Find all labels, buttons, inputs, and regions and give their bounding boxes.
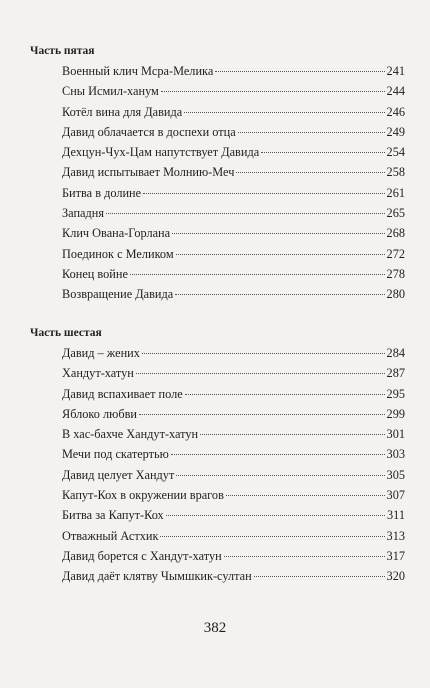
entry-page-number: 307 bbox=[386, 488, 405, 503]
toc-entries bbox=[30, 61, 405, 305]
toc-entries bbox=[30, 343, 405, 587]
toc-entry bbox=[62, 162, 405, 182]
entry-title: Отважный Астхик bbox=[62, 528, 159, 543]
dot-leader bbox=[142, 353, 385, 354]
dot-leader bbox=[261, 152, 384, 153]
dot-leader bbox=[200, 434, 384, 435]
entry-page-number: 313 bbox=[386, 528, 405, 543]
toc-entry bbox=[62, 264, 405, 284]
dot-leader bbox=[166, 515, 385, 516]
entry-page-number: 268 bbox=[386, 226, 405, 241]
dot-leader bbox=[160, 536, 384, 537]
entry-title: Давид даёт клятву Чымшкик-султан bbox=[62, 569, 252, 584]
dot-leader bbox=[171, 454, 385, 455]
entry-title: Возвращение Давида bbox=[62, 287, 174, 302]
entry-title: Поединок с Меликом bbox=[62, 246, 174, 261]
entry-title: Котёл вина для Давида bbox=[62, 104, 183, 119]
entry-title: Давид борется с Хандут-хатун bbox=[62, 548, 222, 563]
toc-entry bbox=[62, 81, 405, 101]
toc-entry bbox=[62, 244, 405, 264]
entry-title: Давид вспахивает поле bbox=[62, 386, 183, 401]
toc-entry bbox=[62, 284, 405, 304]
dot-leader bbox=[226, 495, 385, 496]
entry-title: Давид целует Хандут bbox=[62, 467, 175, 482]
toc-entry bbox=[62, 61, 405, 81]
toc-entry bbox=[62, 465, 405, 485]
dot-leader bbox=[136, 373, 385, 374]
dot-leader bbox=[172, 233, 384, 234]
dot-leader bbox=[130, 274, 385, 275]
dot-leader bbox=[185, 394, 385, 395]
entry-title: Яблоко любви bbox=[62, 406, 137, 421]
toc-section-part-five bbox=[30, 41, 405, 305]
entry-title: Хандут-хатун bbox=[62, 366, 134, 381]
toc-entry bbox=[62, 444, 405, 464]
entry-page-number: 278 bbox=[386, 266, 405, 281]
dot-leader bbox=[224, 556, 385, 557]
entry-page-number: 317 bbox=[386, 548, 405, 563]
toc-entry bbox=[62, 384, 405, 404]
dot-leader bbox=[215, 71, 384, 72]
toc-section-part-six bbox=[30, 323, 405, 587]
entry-page-number: 299 bbox=[386, 406, 405, 421]
entry-page-number: 261 bbox=[386, 185, 405, 200]
entry-page-number: 284 bbox=[386, 346, 405, 360]
toc-entry bbox=[62, 183, 405, 203]
toc-entry bbox=[62, 546, 405, 566]
entry-page-number: 305 bbox=[386, 467, 405, 482]
dot-leader bbox=[176, 254, 385, 255]
dot-leader bbox=[254, 576, 385, 577]
toc-entry bbox=[62, 363, 405, 383]
entry-page-number: 258 bbox=[386, 165, 405, 180]
dot-leader bbox=[139, 414, 385, 415]
entry-title: Западня bbox=[62, 206, 104, 221]
entry-page-number: 287 bbox=[386, 366, 405, 381]
entry-title: Конец войне bbox=[62, 266, 128, 281]
toc-entry bbox=[62, 203, 405, 223]
toc-entry bbox=[62, 566, 405, 586]
dot-leader bbox=[106, 213, 385, 214]
entry-page-number: 272 bbox=[386, 246, 405, 261]
entry-page-number: 295 bbox=[386, 386, 405, 401]
entry-title: Сны Исмил-ханум bbox=[62, 84, 159, 99]
toc-entry bbox=[62, 122, 405, 142]
entry-title: Давид – жених bbox=[62, 346, 140, 360]
entry-page-number: 246 bbox=[386, 104, 405, 119]
dot-leader bbox=[161, 91, 385, 92]
entry-page-number: 311 bbox=[387, 508, 405, 523]
dot-leader bbox=[238, 132, 385, 133]
section-title: Часть пятая bbox=[30, 45, 95, 57]
entry-title: В хас-бахче Хандут-хатун bbox=[62, 427, 199, 442]
toc-entry bbox=[62, 404, 405, 424]
entry-title: Мечи под скатертью bbox=[62, 447, 169, 462]
entry-title: Капут-Кох в окружении врагов bbox=[62, 488, 224, 503]
dot-leader bbox=[184, 112, 384, 113]
entry-title: Дехцун-Чух-Цам напутствует Давида bbox=[62, 145, 260, 160]
toc-entry bbox=[62, 142, 405, 162]
entry-page-number: 254 bbox=[386, 145, 405, 160]
page-number: 382 bbox=[203, 620, 227, 636]
toc-entry bbox=[62, 485, 405, 505]
entry-title: Военный клич Мсра-Мелика bbox=[62, 64, 214, 78]
dot-leader bbox=[143, 193, 384, 194]
toc-entry bbox=[62, 505, 405, 525]
entry-page-number: 320 bbox=[386, 569, 405, 584]
entry-page-number: 265 bbox=[386, 206, 405, 221]
entry-title: Битва за Капут-Кох bbox=[62, 508, 164, 523]
entry-title: Битва в долине bbox=[62, 185, 142, 200]
entry-page-number: 241 bbox=[386, 64, 405, 78]
dot-leader bbox=[175, 294, 384, 295]
entry-title: Давид облачается в доспехи отца bbox=[62, 124, 236, 139]
toc-entry bbox=[62, 343, 405, 363]
entry-title: Давид испытывает Молнию-Меч bbox=[62, 165, 235, 180]
entry-title: Клич Ована-Горлана bbox=[62, 226, 171, 241]
entry-page-number: 280 bbox=[386, 287, 405, 302]
toc-entry bbox=[62, 102, 405, 122]
entry-page-number: 303 bbox=[386, 447, 405, 462]
toc-entry bbox=[62, 526, 405, 546]
entry-page-number: 249 bbox=[386, 124, 405, 139]
toc-entry bbox=[62, 223, 405, 243]
toc-entry bbox=[62, 424, 405, 444]
dot-leader bbox=[176, 475, 384, 476]
entry-page-number: 244 bbox=[386, 84, 405, 99]
section-title: Часть шестая bbox=[30, 327, 102, 339]
entry-page-number: 301 bbox=[386, 427, 405, 442]
dot-leader bbox=[236, 172, 384, 173]
